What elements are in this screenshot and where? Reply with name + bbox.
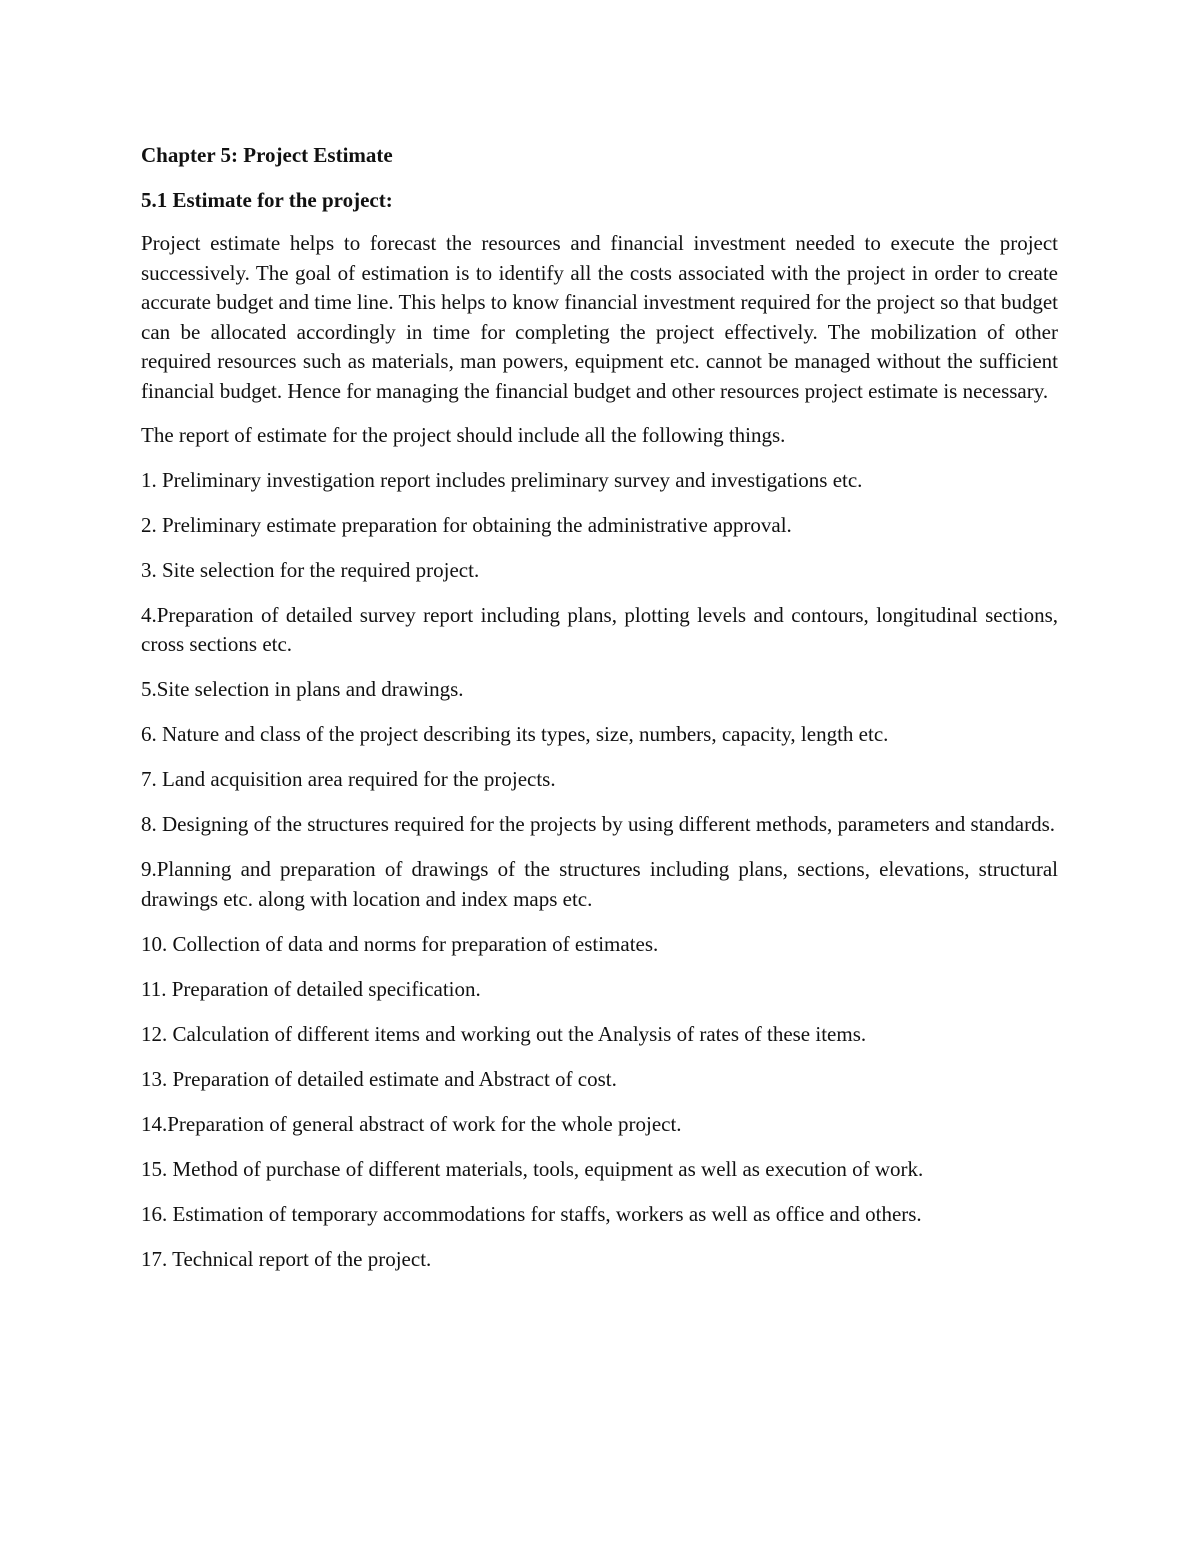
list-item: 13. Preparation of detailed estimate and Abstract of cost. [141, 1066, 617, 1091]
list-item: 2. Preliminary estimate preparation for obtaining the administrative approval. [141, 512, 792, 537]
list-item: 14.Preparation of general abstract of work for the whole project. [141, 1111, 682, 1136]
list-item: 8. Designing of the structures required for the projects by using different methods, parameters and standards. [141, 812, 1056, 836]
list-item: 4.Preparation of detailed survey report including plans, plotting levels and contours, longitudinal sections, cross sections etc. [141, 602, 1058, 656]
list-item: 9.Planning and preparation of drawings of the structures including plans, sections, elevations, structural drawings etc. along with location and index maps etc. [141, 857, 1058, 911]
document-page [141, 140, 1058, 1290]
list-item: 17. Technical report of the project. [141, 1246, 432, 1271]
list-item: 3. Site selection for the required project. [141, 557, 480, 582]
list-item: 15. Method of purchase of different materials, tools, equipment as well as execution of work. [141, 1156, 924, 1181]
requirements-list [141, 466, 1058, 1275]
list-item: 11. Preparation of detailed specification. [141, 976, 481, 1001]
list-item: 10. Collection of data and norms for preparation of estimates. [141, 931, 659, 956]
chapter-title: Chapter 5: Project Estimate [141, 143, 393, 167]
list-item: 6. Nature and class of the project describing its types, size, numbers, capacity, length etc. [141, 722, 889, 746]
intro-paragraph: Project estimate helps to forecast the resources and financial investment needed to execute the project successively. The goal of estimation is to identify all the costs associated with the project in order to create accurate budget and time line. This helps to know financial investment required for the project so that budget can be allocated accordingly in time for completing the project effectively. The mobilization of other required resources such as materials, man powers, equipment etc. cannot be managed without the sufficient financial budget. Hence for managing the financial budget and other resources project estimate is necessary. [141, 231, 1058, 403]
list-item: 16. Estimation of temporary accommodations for staffs, workers as well as office and others. [141, 1201, 922, 1226]
list-item: 5.Site selection in plans and drawings. [141, 677, 464, 701]
list-item: 12. Calculation of different items and working out the Analysis of rates of these items. [141, 1021, 867, 1046]
list-item: 1. Preliminary investigation report includes preliminary survey and investigations etc. [141, 467, 863, 492]
list-intro: The report of estimate for the project should include all the following things. [141, 423, 786, 447]
list-item: 7. Land acquisition area required for the projects. [141, 767, 556, 791]
section-title: 5.1 Estimate for the project: [141, 188, 393, 212]
